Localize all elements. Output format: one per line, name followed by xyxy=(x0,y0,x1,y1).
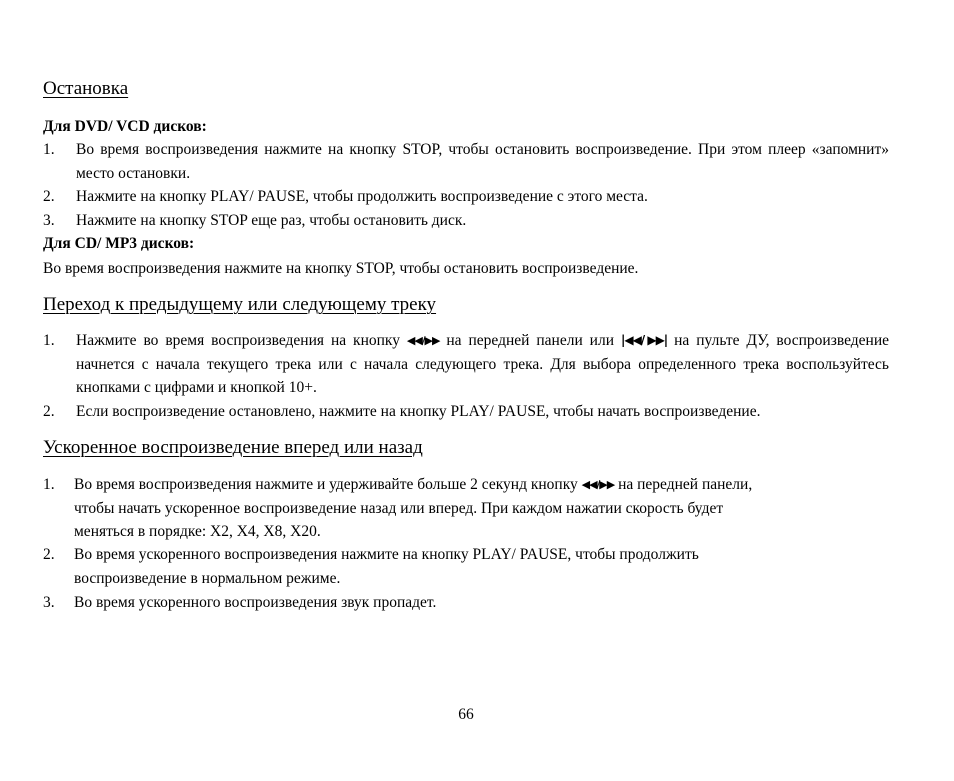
list-text: Если воспроизведение остановлено, нажмите на кнопку PLAY/ PAUSE, чтобы начать воспроизведение. xyxy=(76,403,761,420)
section-title-fast: Ускоренное воспроизведение вперед или назад xyxy=(43,437,423,458)
list-number: 3. xyxy=(43,212,55,229)
list-item xyxy=(43,209,889,233)
cd-mp3-text: Во время воспроизведения нажмите на кнопку STOP, чтобы остановить воспроизведение. xyxy=(43,260,639,277)
list-item xyxy=(43,543,889,590)
list-number: 2. xyxy=(43,403,55,420)
rewind-forward-icon: ◀◀/▶▶ xyxy=(406,334,440,347)
list-number: 2. xyxy=(43,546,55,563)
list-number: 3. xyxy=(43,594,55,611)
rewind-forward-icon: ◀◀/▶▶ xyxy=(581,478,615,491)
list-number: 1. xyxy=(43,141,55,158)
dvd-vcd-heading: Для DVD/ VCD дисков: xyxy=(43,118,207,135)
list-item xyxy=(43,138,889,185)
list-text: Во время воспроизведения нажмите и удерживайте больше 2 секунд кнопку ◀◀/▶▶ на передней панели, чтобы начать ускоренное воспроизведение назад или вперед. При каждом нажатии скорость будет меняться в порядке: X2, X4, X8, X20. xyxy=(74,473,889,544)
list-text: Нажмите на кнопку STOP еще раз, чтобы остановить диск. xyxy=(76,212,467,229)
list-text: Во время воспроизведения нажмите на кнопку STOP, чтобы остановить воспроизведение. При этом плеер «запомнит» место остановки. xyxy=(76,141,889,182)
list-number: 1. xyxy=(43,476,55,493)
list-text: Во время ускоренного воспроизведения звук пропадет. xyxy=(74,594,437,611)
list-item xyxy=(43,591,889,615)
list-number: 1. xyxy=(43,332,55,349)
section-title-track: Переход к предыдущему или следующему треку xyxy=(43,294,437,315)
list-text: Нажмите во время воспроизведения на кнопку ◀◀/▶▶ на передней панели или |◀◀/ ▶▶| на пульте ДУ, воспроизведение начнется с начала текущего трека или с начала следующего трека. Для выбора определенного трека воспользуйтесь кнопками с цифрами и кнопкой 10+. xyxy=(76,329,889,400)
list-item xyxy=(43,185,889,209)
section-title-stop: Остановка xyxy=(43,78,129,99)
list-number: 2. xyxy=(43,188,55,205)
page-number: 66 xyxy=(458,706,474,723)
list-text: Во время ускоренного воспроизведения нажмите на кнопку PLAY/ PAUSE, чтобы продолжить воспроизведение в нормальном режиме. xyxy=(74,546,699,587)
list-item xyxy=(43,400,889,424)
cd-mp3-heading: Для CD/ MP3 дисков: xyxy=(43,235,195,252)
list-item xyxy=(43,329,889,400)
list-text: Нажмите на кнопку PLAY/ PAUSE, чтобы продолжить воспроизведение с этого места. xyxy=(76,188,648,205)
prev-next-track-icon: |◀◀/ ▶▶| xyxy=(620,333,668,347)
list-item xyxy=(43,473,889,544)
